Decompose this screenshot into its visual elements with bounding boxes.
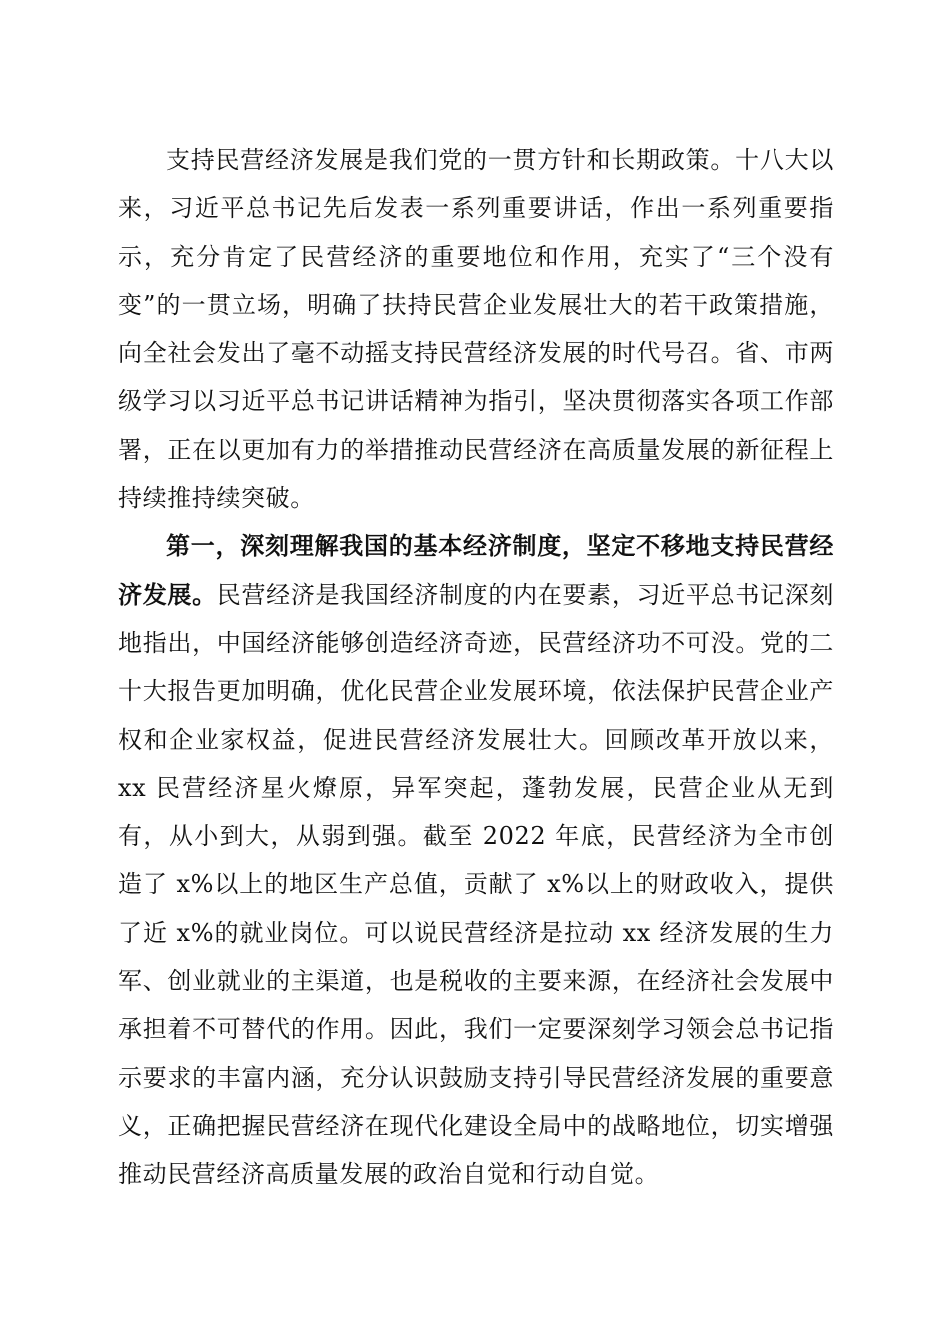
- paragraph-first-point: [118, 522, 834, 1198]
- paragraph-intro: [118, 136, 834, 522]
- paragraph-first-point-lead: 第一，深刻理解我国的基本经济制度，坚定不移地支持民营经济发展。: [118, 531, 834, 609]
- document-body: [118, 136, 834, 1199]
- paragraph-first-point-text: 民营经济是我国经济制度的内在要素，习近平总书记深刻地指出，中国经济能够创造经济奇迹，民营经济功不可没。党的二十大报告更加明确，优化民营企业发展环境，依法保护民营企业产权和企业家权益，促进民营经济发展壮大。回顾改革开放以来，xx 民营经济星火燎原，异军突起，蓬勃发展，民营企业从无到有，从小到大，从弱到强。截至 2022 年底，民营经济为全市创造了 x%以上的地区生产总值，贡献了 x%以上的财政收入，提供了近 x%的就业岗位。可以说民营经济是拉动 xx 经济发展的生力军、创业就业的主渠道，也是税收的主要来源，在经济社会发展中承担着不可替代的作用。因此，我们一定要深刻学习领会总书记指示要求的丰富内涵，充分认识鼓励支持引导民营经济发展的重要意义，正确把握民营经济在现代化建设全局中的战略地位，切实增强推动民营经济高质量发展的政治自觉和行动自觉。: [118, 580, 835, 1189]
- paragraph-intro-text: 支持民营经济发展是我们党的一贯方针和长期政策。十八大以来，习近平总书记先后发表一系列重要讲话，作出一系列重要指示，充分肯定了民营经济的重要地位和作用，充实了“三个没有变”的一贯立场，明确了扶持民营企业发展壮大的若干政策措施，向全社会发出了毫不动摇支持民营经济发展的时代号召。省、市两级学习以习近平总书记讲话精神为指引，坚决贯彻落实各项工作部署，正在以更加有力的举措推动民营经济在高质量发展的新征程上持续推持续突破。: [118, 146, 834, 513]
